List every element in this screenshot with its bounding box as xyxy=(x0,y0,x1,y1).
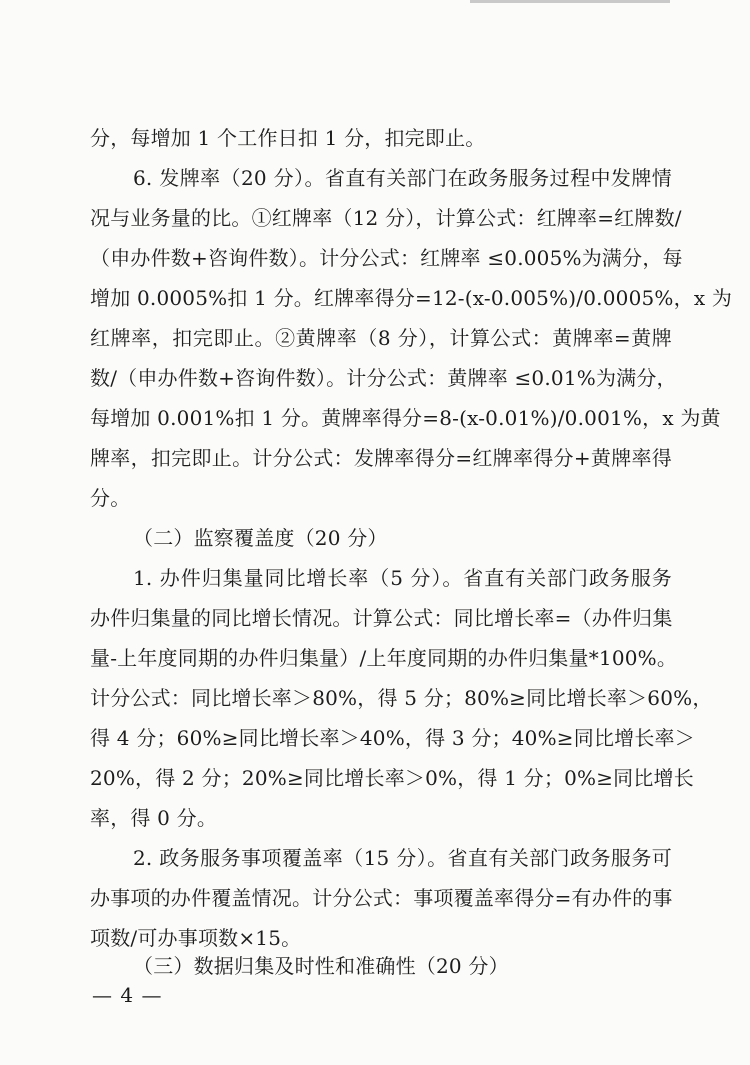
text-line: 20%，得 2 分；20%≥同比增长率＞0%，得 1 分；0%≥同比增长 xyxy=(90,766,694,790)
text-line: 分。 xyxy=(90,486,131,510)
text-line: 况与业务量的比。①红牌率（12 分），计算公式：红牌率=红牌数/ xyxy=(90,206,682,230)
text-line: 牌率，扣完即止。计分公式：发牌率得分=红牌率得分+黄牌率得 xyxy=(90,446,672,470)
text-line: 量-上年度同期的办件归集量）/上年度同期的办件归集量*100%。 xyxy=(90,646,678,670)
text-line: 红牌率，扣完即止。②黄牌率（8 分），计算公式：黄牌率=黄牌 xyxy=(90,326,672,350)
text-line: 办件归集量的同比增长情况。计算公式：同比增长率=（办件归集 xyxy=(90,606,673,630)
text-line: 增加 0.0005%扣 1 分。红牌率得分=12-(x-0.005%)/0.0005%，x 为 xyxy=(90,286,733,310)
scan-edge-line xyxy=(470,0,670,3)
section-heading: （三）数据归集及时性和准确性（20 分） xyxy=(133,954,509,978)
text-line: 每增加 0.001%扣 1 分。黄牌率得分=8-(x-0.01%)/0.001%，x 为黄 xyxy=(90,406,721,430)
text-line: （申办件数+咨询件数）。计分公式：红牌率 ≤0.005%为满分，每 xyxy=(90,246,683,270)
section-heading: （二）监察覆盖度（20 分） xyxy=(133,526,388,550)
text-line: 办事项的办件覆盖情况。计分公式：事项覆盖率得分=有办件的事 xyxy=(90,886,673,910)
text-line: 6. 发牌率（20 分）。省直有关部门在政务服务过程中发牌情 xyxy=(133,166,672,190)
text-line: 计分公式：同比增长率＞80%，得 5 分；80%≥同比增长率＞60%， xyxy=(90,686,713,710)
text-line: 项数/可办事项数×15。 xyxy=(90,926,302,950)
text-line: 数/（申办件数+咨询件数）。计分公式：黄牌率 ≤0.01%为满分， xyxy=(90,366,677,390)
page-number: — 4 — xyxy=(92,983,163,1007)
text-line: 率，得 0 分。 xyxy=(90,806,218,830)
text-line: 分，每增加 1 个工作日扣 1 分，扣完即止。 xyxy=(90,126,486,150)
text-line: 得 4 分；60%≥同比增长率＞40%，得 3 分；40%≥同比增长率＞ xyxy=(90,726,695,750)
text-line: 1. 办件归集量同比增长率（5 分）。省直有关部门政务服务 xyxy=(133,566,672,590)
text-line: 2. 政务服务事项覆盖率（15 分）。省直有关部门政务服务可 xyxy=(133,846,672,870)
